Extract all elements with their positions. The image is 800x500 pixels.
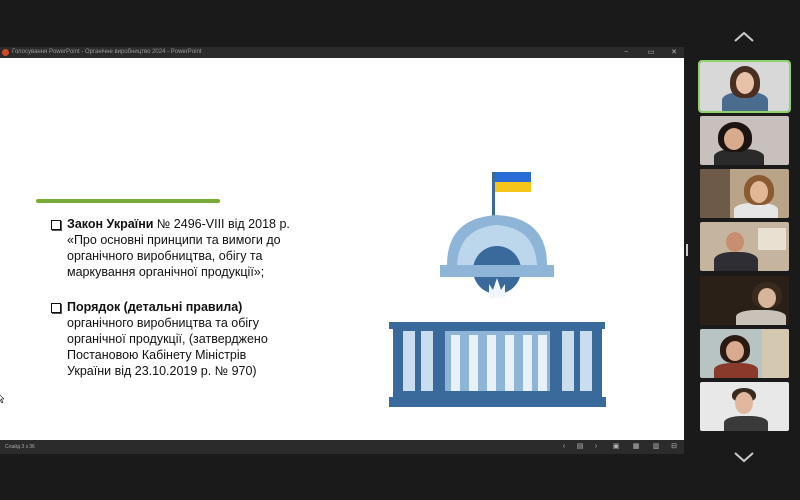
- participant-tile-3[interactable]: [700, 169, 789, 218]
- room-door: [762, 329, 789, 378]
- participant-face: [736, 72, 754, 94]
- participant-face: [750, 181, 768, 203]
- mouse-cursor-icon: [0, 393, 4, 403]
- participant-body: [714, 363, 758, 378]
- bullet-law-line: «Про основні принципи та вимоги до: [67, 233, 281, 247]
- window-title: Голосування PowerPoint - Органічне виробництво 2024 - PowerPoint: [12, 49, 202, 55]
- window-column: [562, 331, 574, 391]
- bullet-procedure-title: Порядок (детальні правила): [67, 300, 243, 314]
- participant-face: [726, 232, 744, 252]
- reading-view-icon[interactable]: ▦: [632, 443, 640, 450]
- participant-body: [714, 252, 758, 271]
- bullet-procedure-line: України від 23.10.2019 р. № 970): [67, 364, 257, 378]
- room-shelf: [700, 169, 730, 218]
- checkbox-bullet-icon: [51, 220, 61, 230]
- column: [469, 335, 478, 391]
- bullet-law-line: № 2496-VIII від 2018 р.: [153, 217, 290, 231]
- bullet-law: [67, 216, 290, 280]
- participant-body: [724, 416, 768, 431]
- dome-base: [440, 265, 554, 277]
- checkbox-bullet-icon: [51, 303, 61, 313]
- column: [487, 335, 496, 391]
- participant-tile-4[interactable]: [700, 222, 789, 271]
- steps: [389, 397, 606, 407]
- grid-view-icon[interactable]: ▥: [652, 443, 660, 450]
- participant-body: [736, 310, 786, 325]
- slide-canvas: [0, 58, 684, 440]
- slide-sorter-icon[interactable]: ▤: [576, 443, 584, 450]
- participant-face: [724, 128, 744, 150]
- parliament-facade: [389, 323, 606, 407]
- bullet-law-title: Закон України: [67, 217, 154, 231]
- bullet-procedure-line: органічної продукції, (затверджено: [67, 332, 268, 346]
- flag-blue-stripe: [495, 172, 531, 182]
- chevron-down-icon[interactable]: [733, 450, 755, 464]
- window-column: [580, 331, 592, 391]
- participant-tile-1[interactable]: [700, 62, 789, 111]
- portico: [445, 331, 550, 391]
- column: [451, 335, 460, 391]
- next-slide-icon[interactable]: ›: [594, 443, 598, 450]
- participant-tile-5[interactable]: [700, 276, 789, 325]
- participant-face: [726, 341, 744, 361]
- participant-body: [734, 203, 778, 218]
- participant-face: [758, 288, 776, 308]
- slide-counter: Слайд 3 з 36: [5, 444, 35, 450]
- maximize-button[interactable]: ▭: [647, 49, 655, 56]
- bullet-law-line: органічного виробництва, обігу та: [67, 249, 263, 263]
- window-column: [403, 331, 415, 391]
- participant-tile-2[interactable]: [700, 116, 789, 165]
- flag-yellow-stripe: [495, 182, 531, 192]
- presenter-icon[interactable]: ⊟: [671, 443, 677, 450]
- powerpoint-window: [0, 47, 684, 454]
- bullet-procedure: [67, 299, 268, 379]
- column: [505, 335, 514, 391]
- close-button[interactable]: ✕: [671, 49, 677, 56]
- bullet-law-line: маркування органічної продукції»;: [67, 265, 265, 279]
- bullet-procedure-line: Постановою Кабінету Міністрів: [67, 348, 247, 362]
- column: [523, 335, 532, 391]
- room-window: [758, 228, 786, 250]
- resize-handle[interactable]: [686, 244, 688, 256]
- column: [538, 335, 547, 391]
- flagpole: [492, 172, 495, 222]
- minimize-button[interactable]: −: [623, 49, 629, 56]
- window-titlebar[interactable]: [0, 47, 684, 58]
- chevron-up-icon[interactable]: [733, 30, 755, 44]
- window-column: [421, 331, 433, 391]
- green-accent-rule: [36, 199, 220, 203]
- bullet-procedure-line: органічного виробництва та обігу: [67, 316, 259, 330]
- participant-face: [735, 392, 753, 414]
- status-bar: [0, 440, 684, 454]
- powerpoint-app-icon: [2, 49, 9, 56]
- participant-tile-6[interactable]: [700, 329, 789, 378]
- participant-tile-7[interactable]: [700, 382, 789, 431]
- normal-view-icon[interactable]: ▣: [612, 443, 620, 450]
- prev-slide-icon[interactable]: ‹: [562, 443, 566, 450]
